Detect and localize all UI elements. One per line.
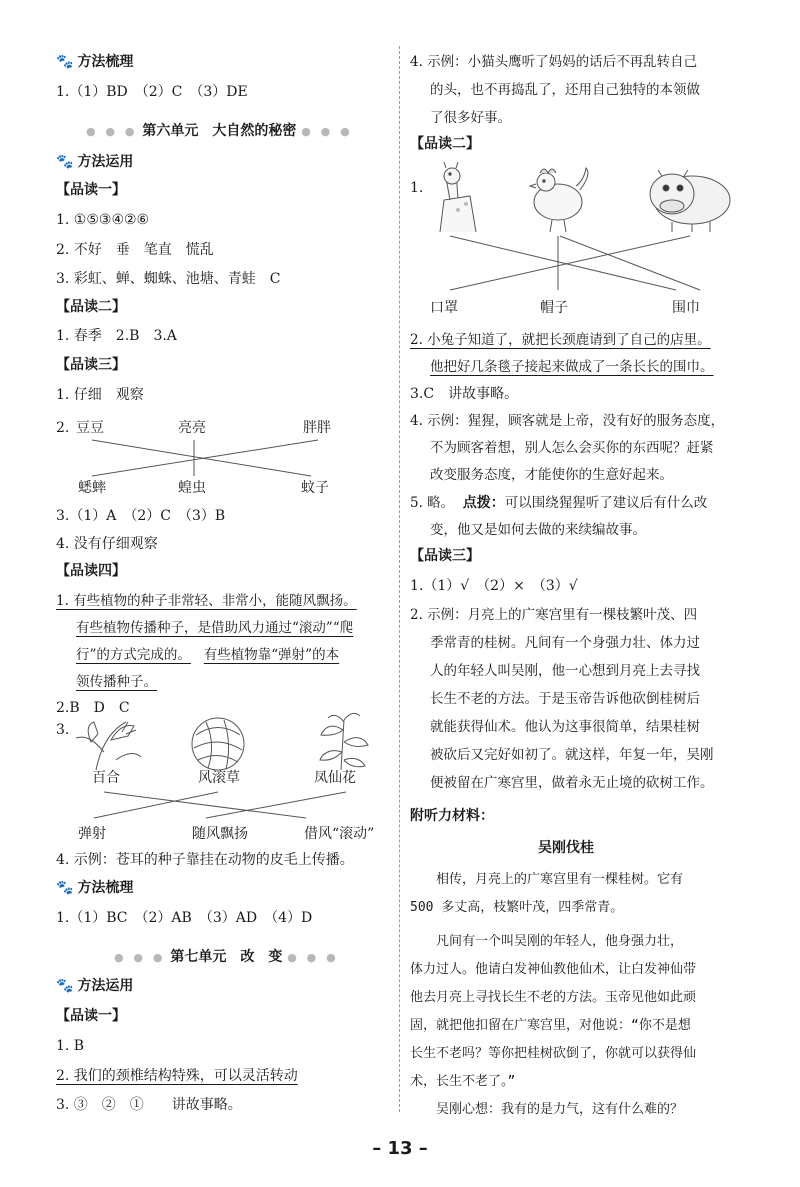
section-heading: 🐾 方法梳理 xyxy=(56,880,134,896)
story-line: 凡间有一个叫吴刚的年轻人，他身强力壮， xyxy=(436,934,684,949)
reading-label: 【品读二】 xyxy=(410,136,480,152)
match-bottom-3: 蚊子 xyxy=(301,480,329,496)
story-line: 吴刚心想：我有的是力气，这有什么难的？ xyxy=(436,1102,684,1117)
answer-line: 5. 略。 点拨：可以围绕猩猩听了建议后有什么改 xyxy=(410,495,708,511)
plant-illustrations xyxy=(56,0,386,860)
paw-icon: 🐾 xyxy=(56,978,74,994)
story-line: 他去月亮上寻找长生不老的方法。玉帝见他如此顽 xyxy=(410,990,697,1005)
plant-name-1: 百合 xyxy=(92,770,120,786)
answer-line: 了很多好事。 xyxy=(430,110,511,126)
answer-line: 1.（1）BC （2）AB （3）AD （4）D xyxy=(56,910,313,926)
reading-label: 【品读二】 xyxy=(56,299,126,315)
answer-line: 4. 示例：小猫头鹰听了妈妈的话后不再乱转自己 xyxy=(410,54,698,70)
answer-line: 长生不老的方法。于是玉帝告诉他砍倒桂树后 xyxy=(430,691,700,707)
answer-line: 他把好几条毯子接起来做成了一条长长的围巾。 xyxy=(430,359,714,375)
reading-label: 【品读三】 xyxy=(410,548,480,564)
answer-line: 就能获得仙术。他认为这事很简单，结果桂树 xyxy=(430,719,700,735)
dispersal-1: 弹射 xyxy=(78,826,106,842)
reading-label: 【品读一】 xyxy=(56,182,126,198)
answer-line: 改变服务态度，才能使你的生意好起来。 xyxy=(430,467,673,483)
match-top-3: 胖胖 xyxy=(303,420,331,436)
answer-line: 2.B D C xyxy=(56,700,130,716)
lily-icon xyxy=(76,722,141,770)
dispersal-2: 随风飘扬 xyxy=(192,826,248,842)
answer-line: 3. xyxy=(56,722,70,738)
answer-line: 4. 没有仔细观察 xyxy=(56,536,158,552)
answer-line: 3.（1）A （2）C （3）B xyxy=(56,508,226,524)
reading-label: 【品读三】 xyxy=(56,357,126,373)
answer-line: 被砍后又完好如初了。就这样，年复一年，吴刚 xyxy=(430,747,714,763)
answer-line: 1. ①⑤③④②⑥ xyxy=(56,212,150,228)
page-number: – 13 – xyxy=(372,1138,428,1159)
answer-line: 便被留在广寒宫里，做着永无止境的砍树工作。 xyxy=(430,775,714,791)
answer-line: 行”的方式完成的。 有些植物靠“弹射”的本 xyxy=(76,647,340,663)
answer-line: 1. 春季 2.B 3.A xyxy=(56,328,177,344)
dots-icon: ● ● ● xyxy=(301,125,353,138)
item-1: 口罩 xyxy=(430,300,458,316)
rooster-icon xyxy=(530,168,588,232)
answer-line: 3. ③ ② ① 讲故事略。 xyxy=(56,1097,242,1113)
hippo-icon xyxy=(650,170,730,232)
story-title: 吴刚伐桂 xyxy=(538,840,594,856)
answer-line: 2. 不好 垂 笔直 慌乱 xyxy=(56,242,214,258)
dots-icon: ● ● ● xyxy=(114,951,166,964)
reading-label: 【品读一】 xyxy=(56,1008,126,1024)
answer-line: 1. 仔细 观察 xyxy=(56,387,144,403)
answer-line: 领传播种子。 xyxy=(76,674,157,690)
paw-icon: 🐾 xyxy=(56,154,74,170)
reading-label: 【品读四】 xyxy=(56,563,126,579)
item-2: 帽子 xyxy=(540,300,568,316)
answer-line: 2. 示例：月亮上的广寒宫里有一棵枝繁叶茂、四 xyxy=(410,607,698,623)
story-line: 体力过人。他请白发神仙教他仙术，让白发神仙带 xyxy=(410,962,697,977)
match-bottom-2: 蝗虫 xyxy=(178,480,206,496)
story-line: 相传，月亮上的广寒宫里有一棵桂树。它有 xyxy=(436,872,684,887)
tumbleweed-icon xyxy=(192,718,244,770)
unit-title: ● ● ● 第六单元 大自然的秘密 ● ● ● xyxy=(86,123,353,139)
answer-line: 3. 彩虹、蝉、蜘蛛、池塘、青蛙 C xyxy=(56,271,281,287)
answer-line: 4. 示例：苍耳的种子靠挂在动物的皮毛上传播。 xyxy=(56,852,354,868)
section-heading: 🐾 方法梳理 xyxy=(56,54,134,70)
section-heading: 🐾 方法运用 xyxy=(56,978,134,994)
story-line: 长生不老吗？等你把桂树砍倒了，你就可以获得仙 xyxy=(410,1046,697,1061)
section-heading: 🐾 方法运用 xyxy=(56,154,134,170)
dots-icon: ● ● ● xyxy=(86,125,138,138)
answer-line: 1. xyxy=(410,180,424,196)
answer-line: 有些植物传播种子，是借助风力通过“滚动”“爬 xyxy=(76,620,354,636)
story-line: 500 多丈高，枝繁叶茂，四季常青。 xyxy=(410,900,624,915)
match-bottom-1: 蟋蟀 xyxy=(78,480,106,496)
answer-line: 2. 我们的颈椎结构特殊，可以灵活转动 xyxy=(56,1068,298,1084)
answer-line: 季常青的桂树。凡间有一个身强力壮、体力过 xyxy=(430,635,700,651)
balsam-icon xyxy=(320,713,368,770)
story-line: 术，长生不老了。” xyxy=(410,1074,516,1089)
dispersal-3: 借风“滚动” xyxy=(304,826,375,842)
match-top-2: 亮亮 xyxy=(178,420,206,436)
answer-line: 2. xyxy=(56,420,70,436)
answer-line: 1.（1）√ （2）× （3）√ xyxy=(410,578,578,594)
column-divider xyxy=(399,46,400,1112)
unit-title: ● ● ● 第七单元 改 变 ● ● ● xyxy=(114,949,339,965)
answer-line: 变，他又是如何去做的来续编故事。 xyxy=(430,522,646,538)
listening-material-label: 附听力材料： xyxy=(410,808,494,824)
answer-line: 4. 示例：猩猩，顾客就是上帝，没有好的服务态度， xyxy=(410,413,725,429)
answer-line: 人的年轻人叫吴刚，他一心想到月亮上去寻找 xyxy=(430,663,700,679)
answer-line: 的头，也不再捣乱了，还用自己独特的本领做 xyxy=(430,82,700,98)
answer-line: 3.C 讲故事略。 xyxy=(410,386,519,402)
answer-line: 2. 小兔子知道了，就把长颈鹿请到了自己的店里。 xyxy=(410,332,711,348)
plant-name-3: 凤仙花 xyxy=(314,770,356,786)
paw-icon: 🐾 xyxy=(56,880,74,896)
item-3: 围巾 xyxy=(672,300,700,316)
animal-illustrations xyxy=(410,0,750,320)
answer-line: 1. 有些植物的种子非常轻、非常小，能随风飘扬。 xyxy=(56,593,357,609)
answer-line: 不为顾客着想，别人怎么会买你的东西呢？赶紧 xyxy=(430,440,714,456)
answer-line: 1.（1）BD （2）C （3）DE xyxy=(56,84,248,100)
match-top-1: 豆豆 xyxy=(76,420,104,436)
giraffe-icon xyxy=(440,162,476,232)
answer-line: 1. B xyxy=(56,1038,85,1054)
story-line: 固，就把他扣留在广寒宫里，对他说：“你不是想 xyxy=(410,1018,691,1033)
dots-icon: ● ● ● xyxy=(287,951,339,964)
plant-name-2: 风滚草 xyxy=(198,770,240,786)
paw-icon: 🐾 xyxy=(56,54,74,70)
